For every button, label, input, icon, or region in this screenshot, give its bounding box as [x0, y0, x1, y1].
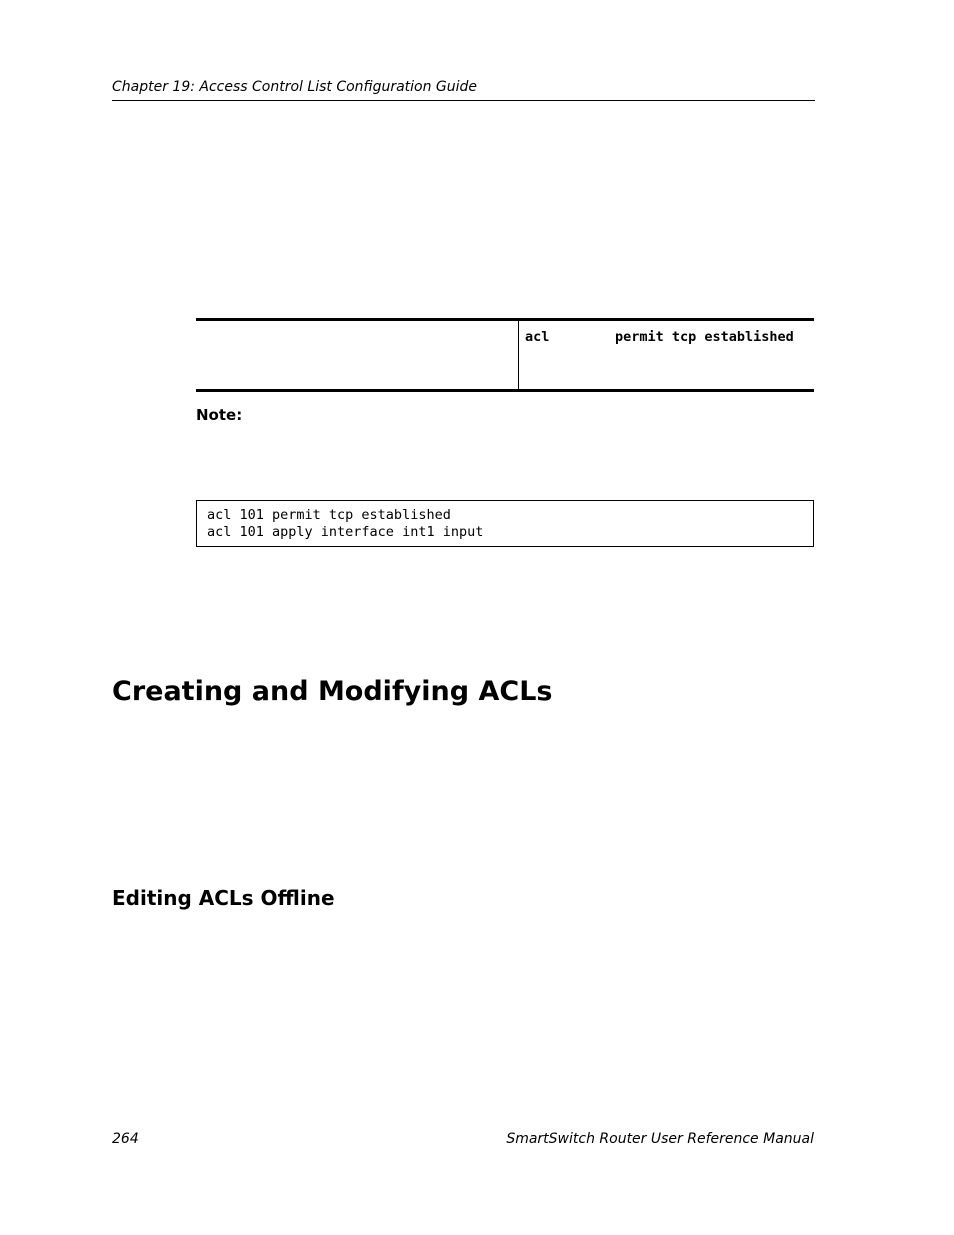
- manual-title: SmartSwitch Router User Reference Manual: [506, 1131, 814, 1147]
- code-line: acl 101 apply interface int1 input: [207, 524, 484, 540]
- section-heading: Creating and Modifying ACLs: [112, 676, 553, 707]
- code-example-box: [196, 500, 814, 547]
- code-line: acl 101 permit tcp established: [207, 507, 451, 523]
- command-table: [196, 318, 814, 392]
- subsection-heading: Editing ACLs Offline: [112, 886, 335, 910]
- table-column-divider: [518, 321, 519, 389]
- command-keyword: acl: [525, 329, 550, 345]
- page-number: 264: [112, 1131, 139, 1147]
- running-header: Chapter 19: Access Control List Configuration Guide: [112, 79, 478, 95]
- note-label: Note:: [196, 406, 243, 424]
- header-rule: [112, 100, 815, 101]
- command-args: permit tcp established: [615, 329, 794, 345]
